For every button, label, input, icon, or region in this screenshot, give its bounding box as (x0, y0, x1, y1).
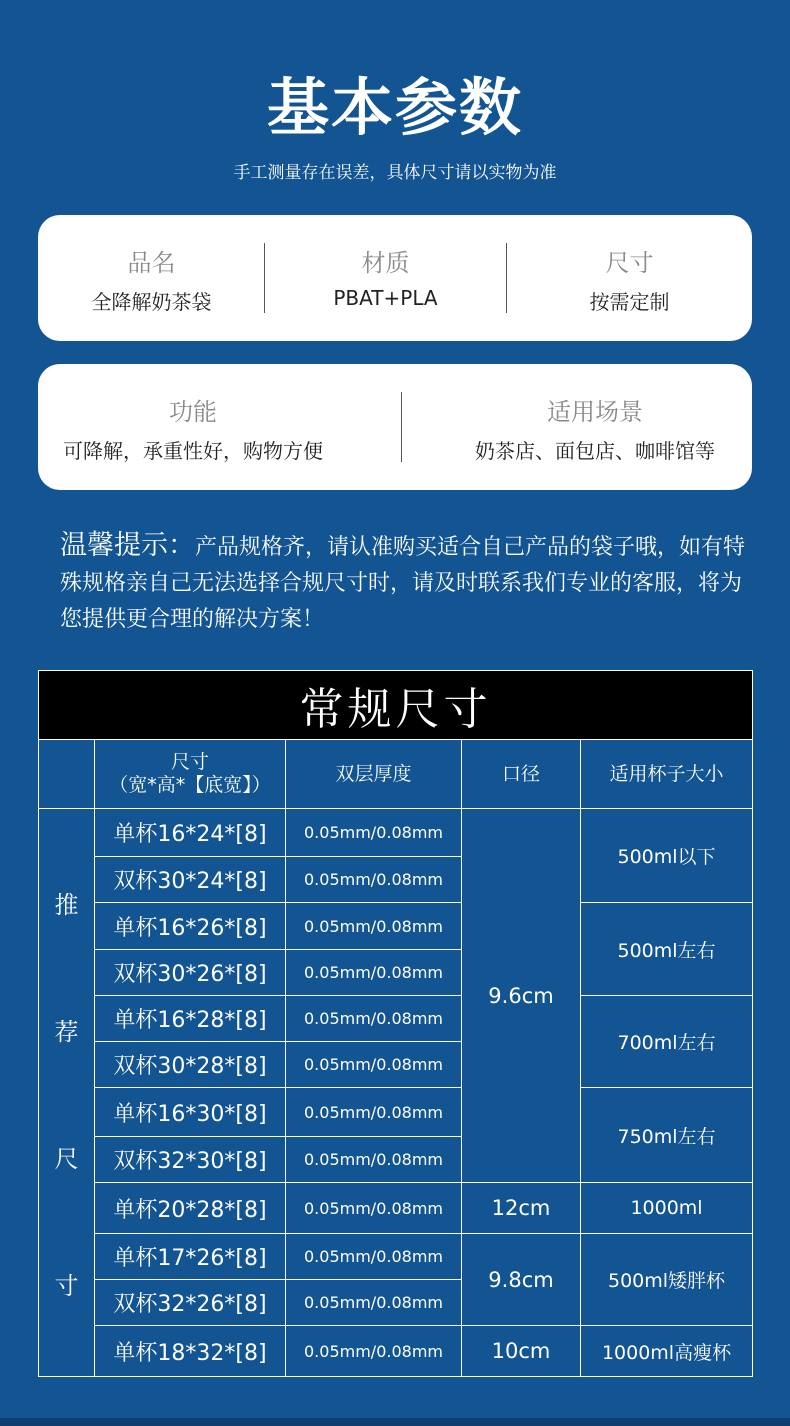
divider (401, 392, 402, 462)
rec-char: 荐 (54, 1017, 79, 1046)
header-empty (39, 740, 95, 809)
thickness-cell: 0.05mm/0.08mm (286, 809, 462, 857)
scenario-column (448, 364, 742, 490)
thickness-cell: 0.05mm/0.08mm (286, 1088, 462, 1137)
table-row (39, 1183, 753, 1234)
size-table (38, 670, 753, 1377)
mouth-cell: 12cm (462, 1183, 581, 1234)
material-value: PBAT+PLA (333, 286, 438, 310)
rec-char: 尺 (54, 1144, 79, 1173)
product-name-value: 全降解奶茶袋 (91, 290, 212, 314)
function-info-card (38, 364, 752, 490)
tip-label: 温馨提示： (60, 530, 195, 561)
header-size-line2: （宽*高*【底宽】） (109, 774, 271, 796)
cup-cell: 500ml左右 (581, 903, 753, 996)
scenario-value: 奶茶店、面包店、咖啡馆等 (475, 439, 715, 463)
material-label: 材质 (361, 249, 410, 277)
thickness-cell: 0.05mm/0.08mm (286, 1042, 462, 1088)
table-row (39, 1234, 753, 1280)
thickness-cell: 0.05mm/0.08mm (286, 950, 462, 996)
mouth-cell: 9.8cm (462, 1234, 581, 1326)
thickness-cell: 0.05mm/0.08mm (286, 903, 462, 950)
cup-cell: 750ml左右 (581, 1088, 753, 1183)
thickness-cell: 0.05mm/0.08mm (286, 1183, 462, 1234)
size-cell: 单杯16*24*[8] (95, 809, 286, 857)
function-column (38, 364, 348, 490)
table-row (39, 809, 753, 857)
thickness-cell: 0.05mm/0.08mm (286, 1326, 462, 1377)
cup-cell: 700ml左右 (581, 996, 753, 1088)
table-row (39, 1326, 753, 1377)
product-name-column (38, 215, 265, 341)
cup-cell: 500ml矮胖杯 (581, 1234, 753, 1326)
table-row (39, 996, 753, 1042)
header-thickness: 双层厚度 (286, 740, 462, 809)
cup-cell: 1000ml (581, 1183, 753, 1234)
basic-info-card (38, 215, 752, 341)
size-cell: 双杯30*26*[8] (95, 950, 286, 996)
size-cell: 单杯18*32*[8] (95, 1326, 286, 1377)
table-row (39, 1088, 753, 1137)
function-label: 功能 (169, 398, 217, 426)
size-label: 尺寸 (605, 249, 654, 277)
size-cell: 单杯17*26*[8] (95, 1234, 286, 1280)
cup-cell: 1000ml高瘦杯 (581, 1326, 753, 1377)
size-cell: 双杯32*26*[8] (95, 1280, 286, 1326)
page-title: 基本参数 (266, 71, 523, 144)
bottom-divider (0, 1418, 790, 1426)
size-cell: 单杯16*30*[8] (95, 1088, 286, 1137)
thickness-cell: 0.05mm/0.08mm (286, 1137, 462, 1183)
size-cell: 双杯30*28*[8] (95, 1042, 286, 1088)
table-row (39, 903, 753, 950)
scenario-label: 适用场景 (547, 398, 643, 426)
mouth-cell: 9.6cm (462, 809, 581, 1183)
thickness-cell: 0.05mm/0.08mm (286, 1234, 462, 1280)
page-subtitle: 手工测量存在误差，具体尺寸请以实物为准 (233, 163, 557, 183)
material-column (265, 215, 506, 341)
size-value: 按需定制 (589, 290, 670, 314)
header-mouth: 口径 (462, 740, 581, 809)
rec-char: 推 (54, 890, 79, 919)
thickness-cell: 0.05mm/0.08mm (286, 996, 462, 1042)
recommended-size-label (39, 809, 95, 1377)
table-title: 常规尺寸 (39, 671, 753, 740)
thickness-cell: 0.05mm/0.08mm (286, 1280, 462, 1326)
mouth-cell: 10cm (462, 1326, 581, 1377)
tip-text: 产品规格齐，请认准购买适合自己产品的袋子哦，如有特殊规格亲自己无法选择合规尺寸时，请及时联系我们专业的客服，将为您提供更合理的解决方案！ (60, 535, 746, 632)
size-cell: 单杯16*26*[8] (95, 903, 286, 950)
warm-tip (60, 528, 750, 638)
table-header-row (39, 740, 753, 809)
header-cup: 适用杯子大小 (581, 740, 753, 809)
size-column (507, 215, 752, 341)
size-cell: 双杯32*30*[8] (95, 1137, 286, 1183)
size-cell: 双杯30*24*[8] (95, 857, 286, 903)
header-size-line1: 尺寸 (170, 751, 209, 773)
product-name-label: 品名 (127, 249, 176, 277)
rec-char: 寸 (54, 1271, 79, 1300)
header-size (95, 740, 286, 809)
cup-cell: 500ml以下 (581, 809, 753, 903)
thickness-cell: 0.05mm/0.08mm (286, 857, 462, 903)
size-cell: 单杯16*28*[8] (95, 996, 286, 1042)
size-cell: 单杯20*28*[8] (95, 1183, 286, 1234)
function-value: 可降解，承重性好，购物方便 (63, 439, 323, 463)
